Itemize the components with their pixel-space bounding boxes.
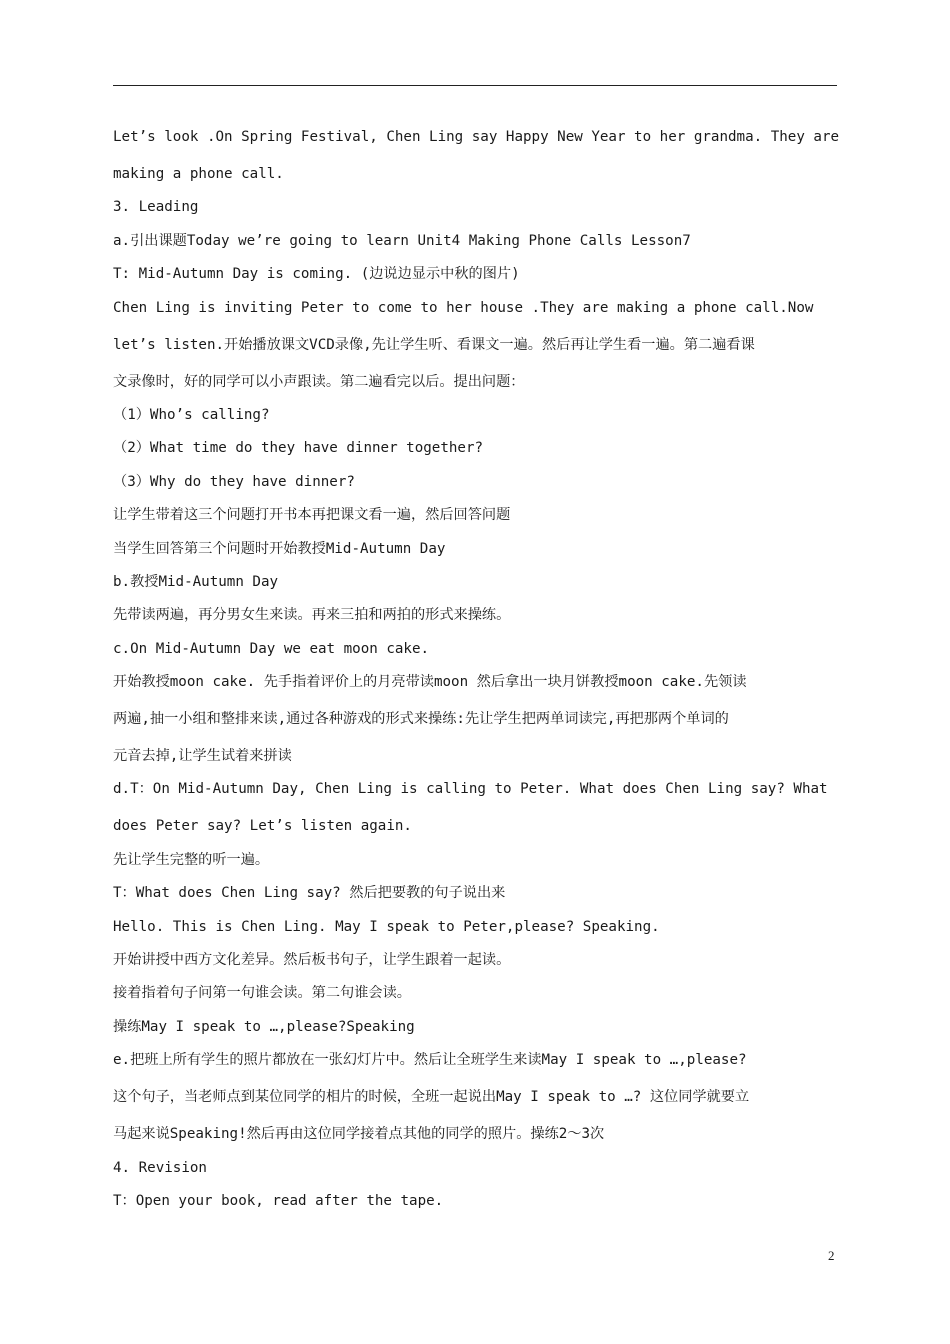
text-line: 接着指着句子问第一句谁会读。第二句谁会读。 bbox=[113, 985, 411, 1002]
text-line: 先让学生完整的听一遍。 bbox=[113, 851, 270, 868]
section-heading-revision: 4. Revision bbox=[113, 1159, 207, 1176]
text-line: T: Mid-Autumn Day is coming. (边说边显示中秋的图片) bbox=[113, 266, 520, 283]
text-line: 这个句子，当老师点到某位同学的相片的时候，全班一起说出May I speak to …? 这位同学就要立 bbox=[113, 1089, 750, 1106]
text-line: b.教授Mid-Autumn Day bbox=[113, 573, 279, 590]
text-line: making a phone call. bbox=[113, 166, 284, 182]
text-line: 开始讲授中西方文化差异。然后板书句子，让学生跟着一起读。 bbox=[113, 952, 511, 969]
text-line: 当学生回答第三个问题时开始教授Mid-Autumn Day bbox=[113, 540, 446, 557]
text-line: 两遍,抽一小组和整排来读,通过各种游戏的形式来操练:先让学生把两单词读完,再把那两个单词的 bbox=[113, 711, 729, 728]
text-line: 开始教授moon cake. 先手指着评价上的月亮带读moon 然后拿出一块月饼教授moon cake.先领读 bbox=[113, 674, 747, 691]
text-line: does Peter say? Let’s listen again. bbox=[113, 818, 412, 835]
text-line: let’s listen.开始播放课文VCD录像,先让学生听、看课文一遍。然后再让学生看一遍。第二遍看课 bbox=[113, 336, 755, 353]
page-number: 2 bbox=[828, 1248, 835, 1263]
question-item: （3）Why do they have dinner? bbox=[113, 473, 355, 490]
text-line: 先带读两遍，再分男女生来读。再来三拍和两拍的形式来操练。 bbox=[113, 607, 511, 624]
document-body bbox=[113, 124, 843, 1221]
text-line: Chen Ling is inviting Peter to come to her house .They are making a phone call.Now bbox=[113, 299, 814, 316]
text-line: 操练May I speak to …,please?Speaking bbox=[113, 1018, 415, 1035]
header-rule bbox=[113, 85, 837, 86]
text-line: 让学生带着这三个问题打开书本再把课文看一遍，然后回答问题 bbox=[113, 507, 511, 524]
section-heading-leading: 3. Leading bbox=[113, 199, 199, 216]
text-line: Hello. This is Chen Ling. May I speak to Peter,please? Speaking. bbox=[113, 918, 660, 935]
text-line: Let’s look .On Spring Festival, Chen Ling say Happy New Year to her grandma. They are bbox=[113, 129, 840, 145]
question-item: （1）Who’s calling? bbox=[113, 406, 270, 423]
text-line: T：Open your book, read after the tape. bbox=[113, 1192, 444, 1209]
text-line: 文录像时，好的同学可以小声跟读。第二遍看完以后。提出问题： bbox=[113, 373, 525, 390]
text-line: T：What does Chen Ling say? 然后把要教的句子说出来 bbox=[113, 885, 506, 902]
text-line: 元音去掉,让学生试着来拼读 bbox=[113, 748, 292, 765]
text-line: e.把班上所有学生的照片都放在一张幻灯片中。然后让全班学生来读May I speak to …,please? bbox=[113, 1052, 747, 1069]
question-item: （2）What time do they have dinner together? bbox=[113, 440, 484, 457]
text-line: d.T：On Mid-Autumn Day, Chen Ling is calling to Peter. What does Chen Ling say? What bbox=[113, 781, 828, 798]
text-line: c.On Mid-Autumn Day we eat moon cake. bbox=[113, 640, 430, 657]
text-line: 马起来说Speaking!然后再由这位同学接着点其他的同学的照片。操练2～3次 bbox=[113, 1126, 605, 1143]
text-line: a.引出课题Today we’re going to learn Unit4 Making Phone Calls Lesson7 bbox=[113, 232, 691, 249]
